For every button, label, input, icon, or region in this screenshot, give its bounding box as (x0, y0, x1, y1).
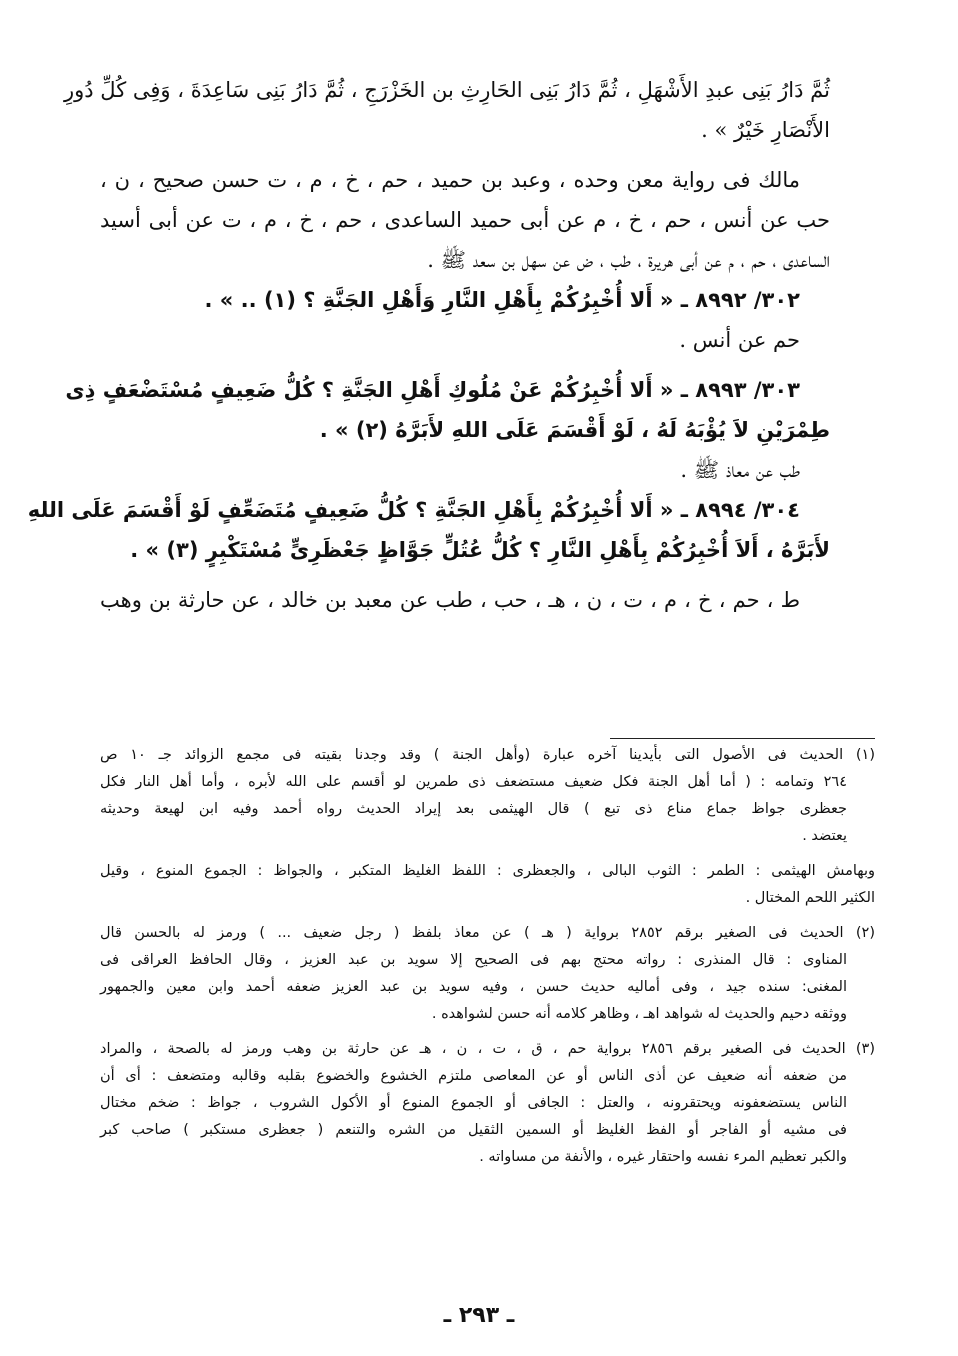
footnote-line: الكثير اللحم المختال . (745, 890, 875, 906)
footnotes (100, 742, 875, 1179)
hadith-text-line: لأَبَرَّهُ ، أَلاَ أُخْبِرُكُمْ بِأَهْلِ النَّارِ ؟ كُلُّ عُتُلٍّ جَوَّاظٍ جَعْظَرِىٍّ مُسْتَكْبِرٍ (٣) » . (130, 538, 830, 562)
hadith-text-line: الأَنْصَارِ خَيْرٌ » . (701, 118, 830, 142)
hadith-8992: ٣٠٢/ ٨٩٩٢ ـ « أَلا أُخْبِرُكُمْ بِأَهْلِ النَّارِ وَأَهْلِ الجَنَّةِ ؟ (١) .. » . (204, 288, 800, 312)
footnote-line: يعتضد . (802, 828, 847, 844)
footnote-2 (100, 920, 875, 1028)
footnote-line: وبهامش الهيثمى : الطمر : الثوب البالى ، والجعظرى : اللفظ الغليظ المتكبر ، والجواظ : الجموع المنوع ، وقيل (100, 863, 875, 879)
footnote-line: جعظرى جواظ جماع مناع ذى تبع ) قال الهيثمى بعد إيراد الحديث رواه أحمد وفيه ابن لهيعة وحديثه (100, 801, 847, 817)
hadith-8994: ٣٠٤/ ٨٩٩٤ ـ « أَلا أُخْبِرُكُمْ بِأَهْلِ الجَنَّةِ ؟ كُلُّ ضَعِيفٍ مُتَضَعِّفٍ لَوْ أَقْسَمَ عَلَى اللهِ (27, 498, 800, 522)
source-citation-line: مالك فى رواية معن وحده ، وعبد بن حميد ، حم ، خ ، م ، ت حسن صحيح ، ن ، (100, 168, 800, 192)
hadith-text-line: طِمْرَيْنِ لاَ يُؤْبَهُ لَهُ ، لَوْ أَقْسَمَ عَلَى اللهِ لأَبَرَّهُ (٢) » . (319, 418, 830, 442)
footnote-line: الناس يستضعفونه ويحتقرونه ، والعتل : الجافى أو الجموع المنوع أو الأكول الشروب ، جواظ : ضخم مختال (100, 1095, 847, 1111)
source-citation-line: ط ، حم ، خ ، م ، ت ، ن ، هـ ، حب ، طب عن معبد بن خالد ، عن حارثة بن وهب (100, 588, 800, 612)
source-citation-line: حم عن أنس . (679, 328, 800, 352)
footnote-1 (100, 742, 875, 850)
main-text (27, 70, 830, 620)
footnote-separator (610, 738, 875, 739)
page-number: ـ ٢٩٣ ـ (443, 1303, 515, 1328)
footnote-line: (٢) الحديث فى الصغير برقم ٢٨٥٢ برواية ( هـ ) عن معاذ بلفظ ( رجل ضعيف ... ) ورمز له بالحسن قال (100, 925, 875, 941)
footnote-line: (١) الحديث فى الأصول التى بأيدينا آخره عبارة (وأهل الجنة ) وقد وجدنا بقيته فى مجمع الزوائد جـ ١٠ ص (100, 747, 875, 763)
footnote-line: فى مشيه أو الفاجر أو الفظ الغليظ أو السمين الثقيل من الشره والتنعم ( جعظرى مستكبر ) صاحب كبر (100, 1122, 847, 1138)
footnote-line: والكبر تعظيم المرء نفسه واحتقار غيره ، والأنفة من مساواته . (479, 1149, 847, 1165)
footnote-line: المناوى : قال المنذرى : رواته محتج بهم فى الصحيح إلا سويد بن عبد العزيز ، وقال الحافظ العراقى فى (100, 952, 847, 968)
source-citation-line: الساعدى ، حم ، م عن أبى هريرة ، طب ، ض عن سهل بن سعد ﷺ . (427, 248, 830, 272)
source-citation-line: طب عن معاذ ﷺ . (680, 458, 800, 482)
hadith-text-line: ثُمَّ دَارُ بَنِى عبدِ الأَشْهَلِ ، ثُمَّ دَارُ بَنِى الحَارِثِ بن الخَزْرَجِ ، ثُمَّ دَارُ بَنِى سَاعِدَةَ ، وَفِى كُلِّ دُورِ (64, 78, 830, 102)
footnote-line: المغنى: سنده جيد ، وفى أماليه حديث حسن ، وفيه سويد بن عبد العزيز ضعفه أحمد وابن معين والجمهور (100, 979, 847, 995)
footnote-line: (٣) الحديث فى الصغير برقم ٢٨٥٦ برواية حم ، ق ، ت ، ن ، هـ عن حارثة بن وهب ورمز له بالصحة ، والمراد (100, 1041, 875, 1057)
footnote-3 (100, 1036, 875, 1171)
source-citation-line: حب عن أنس ، حم ، خ ، م عن أبى حميد الساعدى ، حم ، خ ، م ، ت عن أبى أسيد (100, 208, 830, 232)
footnote-line: ووثقه دحيم والحديث له شواهد اهـ ، وظاهر كلامه أنه حسن لشواهده . (431, 1006, 847, 1022)
footnote-line: من ضعفه أنه ضعيف عن أذى الناس أو عن المعاصى ملتزم الخشوع والخضوع بقلبه وقالبه ومتضعف : أى أن (100, 1068, 847, 1084)
footnote-line: ٢٦٤ وتمامه : ( أما أهل الجنة فكل ضعيف مستضعف ذى طمرين لو أقسم على الله لأبره ، وأما أهل النار فكل (100, 774, 847, 790)
hadith-8993: ٣٠٣/ ٨٩٩٣ ـ « أَلا أُخْبِرُكُمْ عَنْ مُلُوكِ أَهْلِ الجَنَّةِ ؟ كُلُّ ضَعِيفٍ مُسْتَضْعَفٍ ذِى (65, 378, 800, 402)
footnote-margin-note (100, 858, 875, 912)
